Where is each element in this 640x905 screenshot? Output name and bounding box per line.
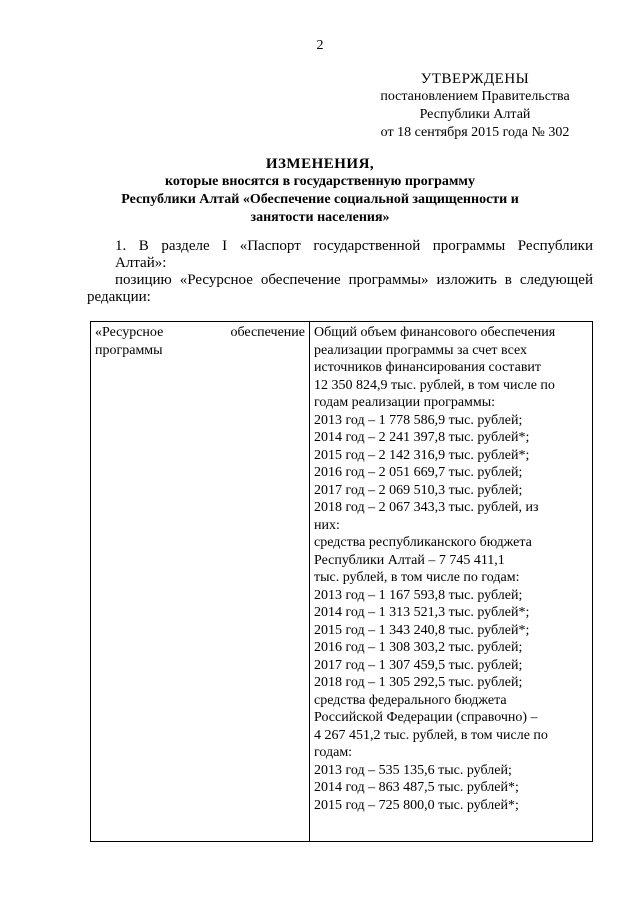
table-text-line: 2014 год – 1 313 521,3 тыс. рублей*; <box>314 605 530 620</box>
approval-line-1: постановлением Правительства <box>380 89 570 104</box>
table-text-line: 2015 год – 1 343 240,8 тыс. рублей*; <box>314 622 530 638</box>
table-text-line: 2018 год – 2 067 343,3 тыс. рублей, из <box>314 500 539 515</box>
paragraph-1 <box>87 238 593 272</box>
paragraph-2 <box>87 272 593 306</box>
approval-block <box>368 70 582 142</box>
approval-line-2: Республики Алтай <box>419 107 531 122</box>
table-text-line: 2017 год – 1 307 459,5 тыс. рублей; <box>314 657 523 673</box>
table-text-line: 12 350 824,9 тыс. рублей, в том числе по <box>314 377 555 393</box>
table-text-line: средства федерального бюджета <box>314 692 507 708</box>
title-line-2: Республики Алтай «Обеспечение социальной защищенности и <box>121 192 519 207</box>
table-text-line: годам: <box>314 745 353 760</box>
table-text-line: 2013 год – 1 778 586,9 тыс. рублей; <box>314 412 523 428</box>
table-text-line: реализации программы за счет всех <box>314 342 527 358</box>
table-text-line: них: <box>314 517 340 533</box>
position-label-line-1 <box>95 324 305 342</box>
table-text-line: 2015 год – 725 800,0 тыс. рублей*; <box>314 797 519 813</box>
table-text-line: 2018 год – 1 305 292,5 тыс. рублей; <box>314 675 523 690</box>
paragraph-1-line-2: Алтай»: <box>115 255 167 271</box>
table-text-line: Российской Федерации (справочно) – <box>314 710 538 725</box>
table-text-line: Общий объем финансового обеспечения <box>314 325 556 340</box>
table-cell-position <box>91 322 310 842</box>
table-text-line: Республики Алтай – 7 745 411,1 <box>314 552 505 568</box>
paragraph-2-line-2: редакции: <box>87 289 151 305</box>
table-text-line: 2016 год – 1 308 303,2 тыс. рублей; <box>314 640 523 655</box>
table-cell-content <box>310 322 593 842</box>
table-text-line: средства республиканского бюджета <box>314 535 532 550</box>
table-text-line: источников финансирования составит <box>314 360 542 375</box>
table-text-line: 4 267 451,2 тыс. рублей, в том числе по <box>314 727 548 743</box>
title-heading: ИЗМЕНЕНИЯ, <box>265 156 375 172</box>
table-text-line: 2017 год – 2 069 510,3 тыс. рублей; <box>314 482 523 498</box>
table-text-line: 2014 год – 863 487,5 тыс. рублей*; <box>314 780 519 795</box>
table-text-line: 2014 год – 2 241 397,8 тыс. рублей*; <box>314 430 530 445</box>
approval-heading: УТВЕРЖДЕНЫ <box>420 71 530 87</box>
approval-line-3: от 18 сентября 2015 года № 302 <box>380 125 570 140</box>
table-text-line: 2013 год – 535 135,6 тыс. рублей; <box>314 762 512 778</box>
position-label-word-2: обеспечение <box>230 325 305 340</box>
title-line-1: которые вносятся в государственную программу <box>165 174 475 189</box>
page-number: 2 <box>316 38 324 53</box>
table-text-line: 2013 год – 1 167 593,8 тыс. рублей; <box>314 587 523 603</box>
table-text-line: годам реализации программы: <box>314 395 496 410</box>
paragraph-2-line-1: позицию «Ресурсное обеспечение программы» изложить в следующей <box>115 272 593 288</box>
paragraph-1-line-1: 1. В разделе I «Паспорт государственной программы Республики <box>115 238 593 254</box>
position-label-line-2: программы <box>95 342 163 358</box>
table-row <box>91 322 593 842</box>
table-text-line: 2015 год – 2 142 316,9 тыс. рублей*; <box>314 447 530 463</box>
table-text-line: тыс. рублей, в том числе по годам: <box>314 570 520 585</box>
title-line-3: занятости населения» <box>250 210 390 225</box>
table-text-line: 2016 год – 2 051 669,7 тыс. рублей; <box>314 465 523 480</box>
resource-table <box>90 321 593 842</box>
position-label-word-1: «Ресурсное <box>95 325 164 340</box>
document-title <box>0 155 640 227</box>
